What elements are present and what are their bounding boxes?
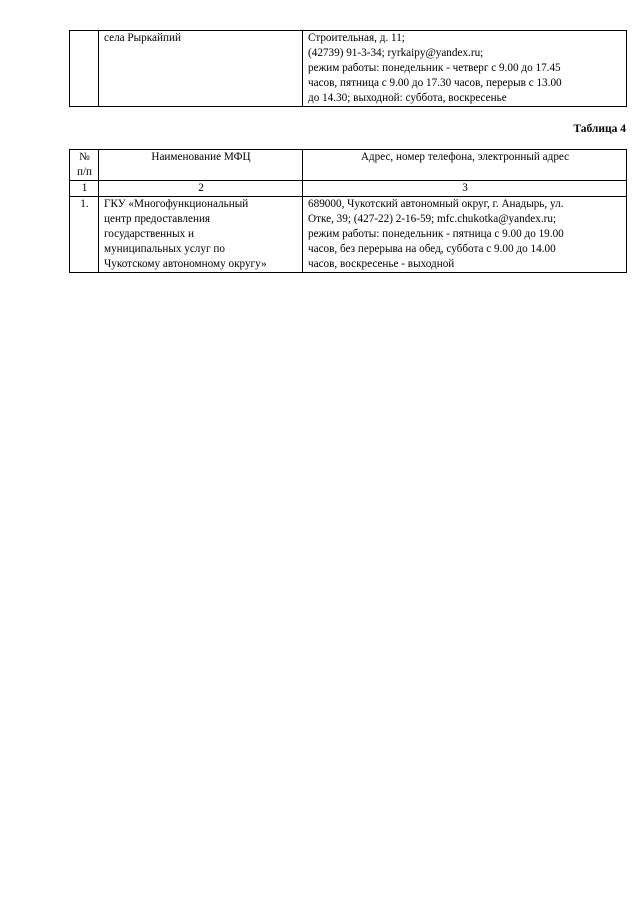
column-number: 3 [303, 181, 627, 197]
address-line: часов, пятница с 9.00 до 17.30 часов, перерыв с 13.00 [308, 77, 562, 89]
mfc-name-cell [99, 197, 303, 273]
address-line: часов, без перерыва на обед, суббота с 9.00 до 14.00 [308, 243, 556, 255]
address-cell [303, 197, 627, 273]
table-3-continuation [69, 30, 627, 107]
address-line: режим работы: понедельник - пятница с 9.00 до 19.00 [308, 228, 564, 240]
address-line: Отке, 39; (427-22) 2-16-59; mfc.chukotka@yandex.ru; [308, 213, 557, 225]
mfc-name-line: муниципальных услуг по [104, 243, 225, 255]
number-header [70, 150, 99, 181]
mfc-name-line: государственных и [104, 228, 195, 240]
address-header: Адрес, номер телефона, электронный адрес [303, 150, 627, 181]
column-number-row [70, 181, 627, 197]
mfc-name-line: Чукотскому автономному округу» [104, 258, 267, 270]
mfc-name-line: центр предоставления [104, 213, 211, 225]
table-4 [69, 149, 627, 273]
name-header: Наименование МФЦ [99, 150, 303, 181]
address-line: Строительная, д. 11; [308, 32, 405, 44]
address-line: часов, воскресенье - выходной [308, 258, 455, 270]
column-number: 1 [70, 181, 99, 197]
table-row [70, 31, 627, 107]
number-cell [70, 31, 99, 107]
row-number: 1. [70, 197, 99, 273]
number-header-line: № [79, 151, 90, 163]
header-row [70, 150, 627, 181]
mfc-name-line: ГКУ «Многофункциональный [104, 198, 249, 210]
mfc-name-cell [99, 31, 303, 107]
address-cell [303, 31, 627, 107]
number-header-line: п/п [76, 166, 93, 178]
table-row [70, 197, 627, 273]
mfc-name: села Рыркайпий [104, 32, 181, 44]
address-line: до 14.30; выходной: суббота, воскресенье [308, 92, 507, 104]
address-line: (42739) 91-3-34; ryrkaipy@yandex.ru; [308, 47, 484, 59]
address-line: режим работы: понедельник - четверг с 9.00 до 17.45 [308, 62, 561, 74]
address-line: 689000, Чукотский автономный округ, г. Анадырь, ул. [308, 198, 564, 210]
column-number: 2 [99, 181, 303, 197]
table-caption: Таблица 4 [573, 123, 626, 135]
